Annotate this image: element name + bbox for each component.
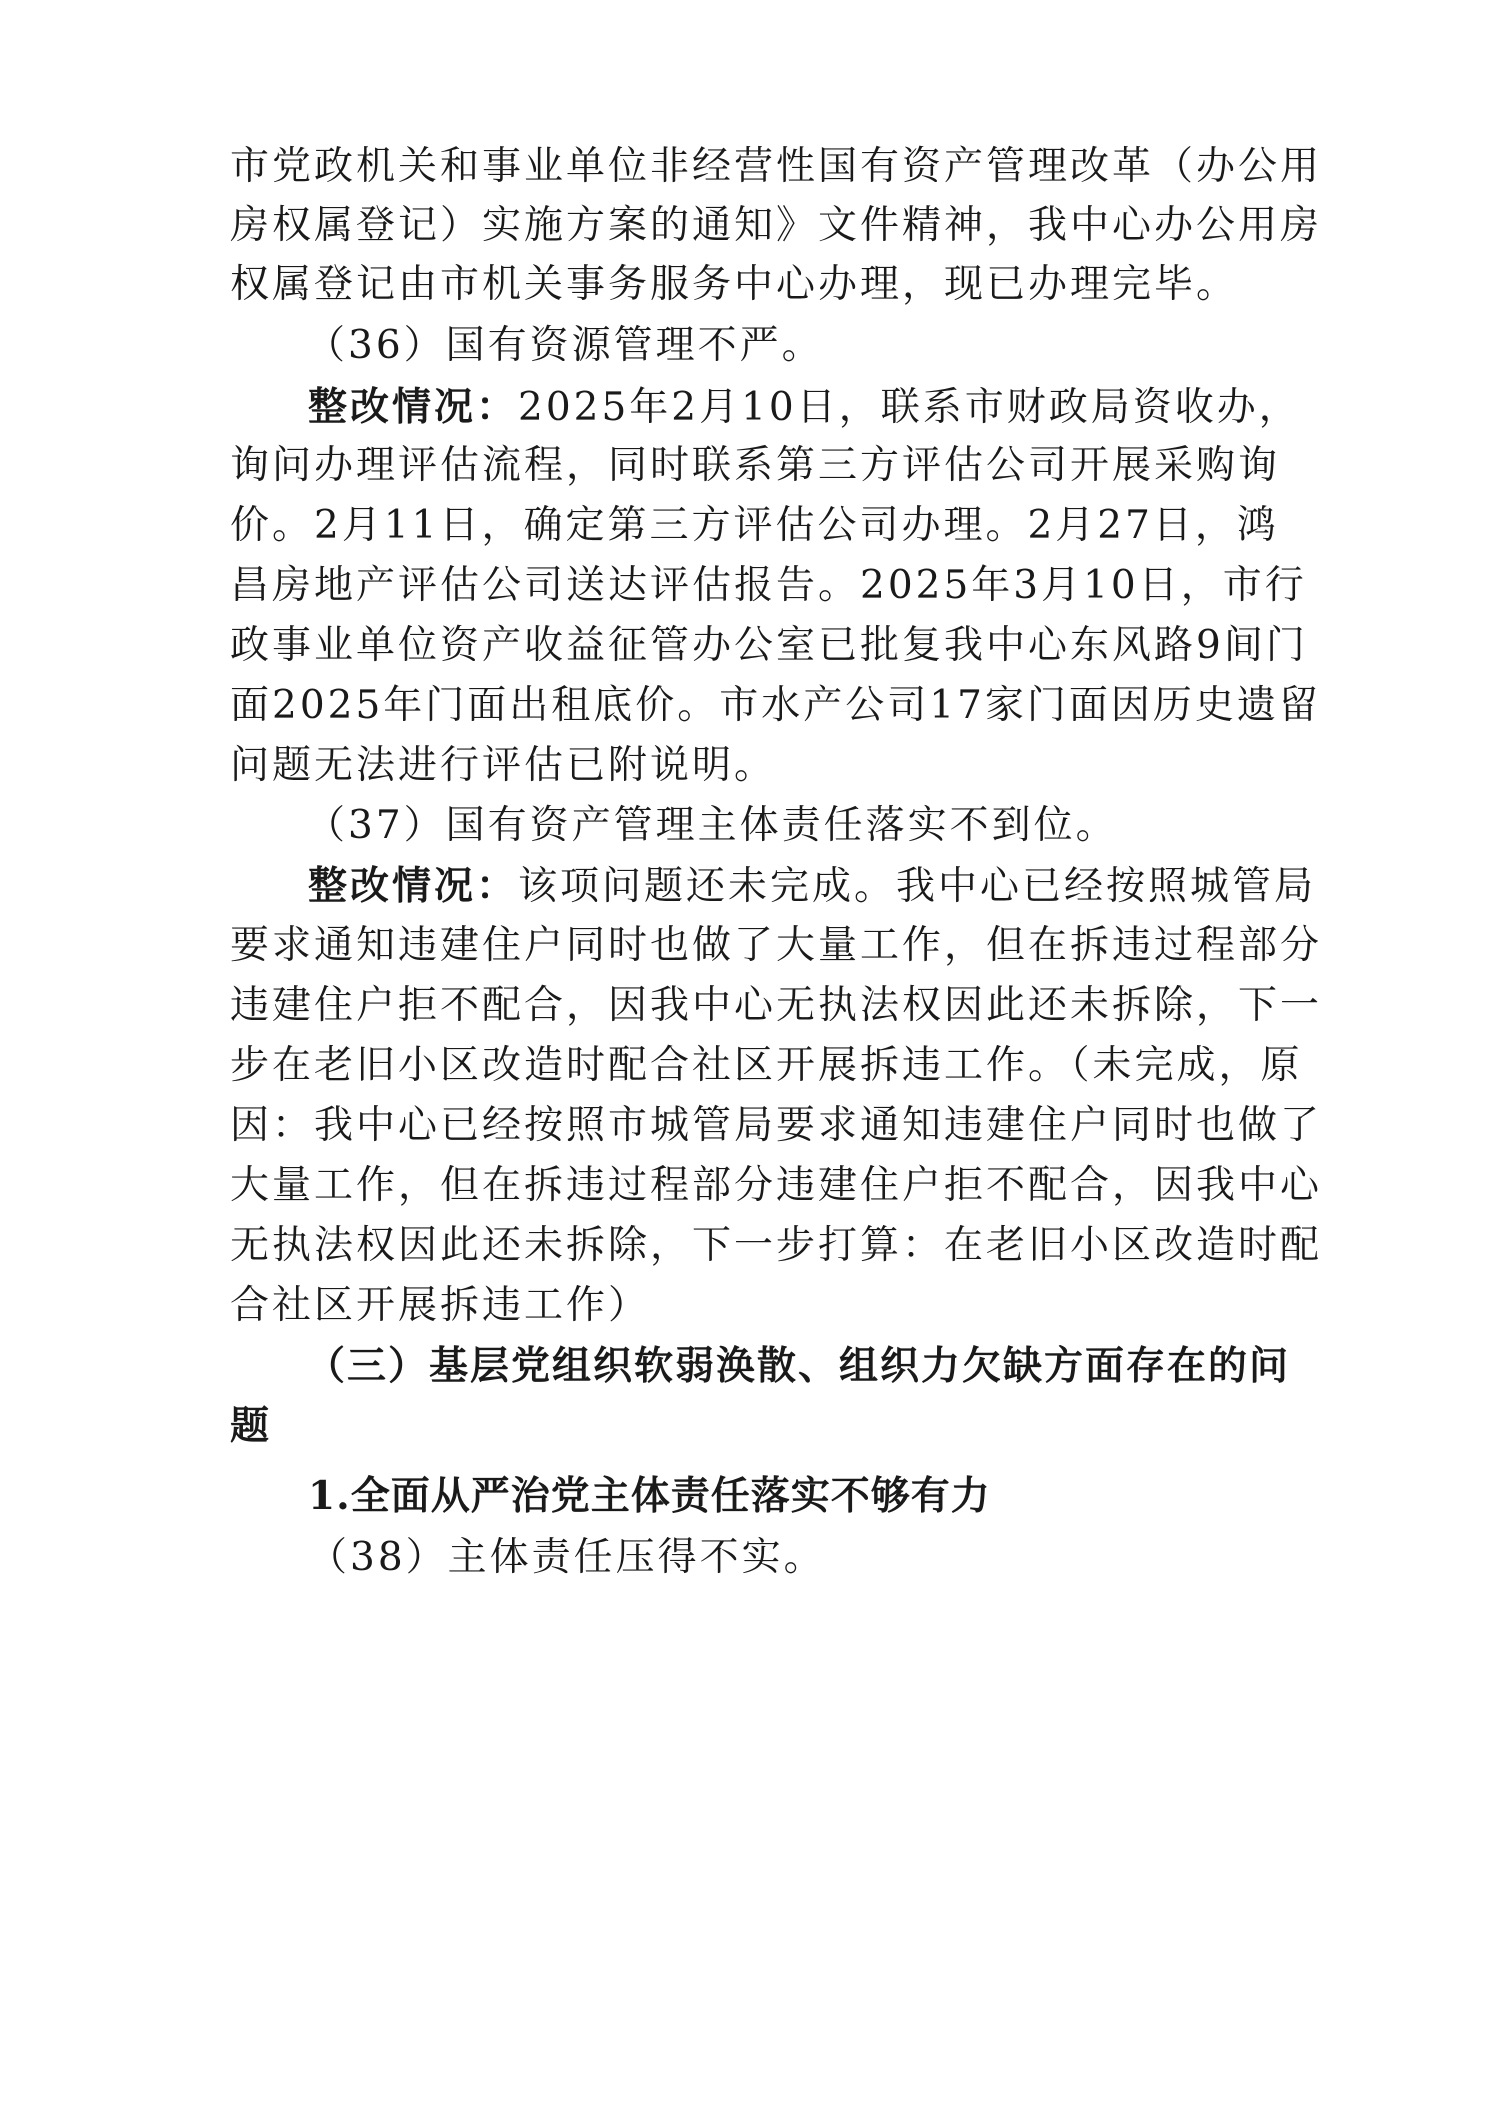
paragraph-line: 问题无法进行评估已附说明。	[230, 743, 777, 788]
paragraph-line: 要求通知违建住户同时也做了大量工作，但在拆违过程部分	[230, 923, 1323, 968]
rectify-37-text: 该项问题还未完成。我中心已经按照城管局	[518, 864, 1317, 909]
rectify-label-37: 整改情况：	[308, 863, 519, 909]
rectify-label-36: 整改情况：	[308, 384, 519, 430]
item-36-title: （36）国有资源管理不严。	[306, 323, 824, 368]
paragraph-line: 权属登记由市机关事务服务中心办理，现已办理完毕。	[230, 262, 1239, 307]
paragraph-line: 面2025年门面出租底价。市水产公司17家门面因历史遗留	[230, 683, 1321, 728]
paragraph-line: 步在老旧小区改造时配合社区开展拆违工作。（未完成，原	[230, 1043, 1303, 1088]
paragraph-line: 违建住户拒不配合，因我中心无执法权因此还未拆除，下一	[230, 983, 1323, 1028]
paragraph-line: 因：我中心已经按照市城管局要求通知违建住户同时也做了	[230, 1103, 1323, 1148]
paragraph-line: 无执法权因此还未拆除，下一步打算：在老旧小区改造时配	[230, 1223, 1323, 1268]
item-37-title: （37）国有资产管理主体责任落实不到位。	[306, 803, 1118, 848]
rectify-36-text: 2025年2月10日，联系市财政局资收办，	[518, 385, 1301, 430]
paragraph-line: 昌房地产评估公司送达评估报告。2025年3月10日，市行	[230, 563, 1307, 608]
paragraph-line: 市党政机关和事业单位非经营性国有资产管理改革（办公用	[230, 144, 1323, 189]
paragraph-line: 价。2月11日，确定第三方评估公司办理。2月27日，鸿	[230, 503, 1279, 548]
paragraph-line: 政事业单位资产收益征管办公室已批复我中心东风路9间门	[230, 623, 1308, 668]
paragraph-line: 询问办理评估流程，同时联系第三方评估公司开展采购询	[230, 443, 1281, 488]
subsection-heading-1: 1.全面从严治党主体责任落实不够有力	[308, 1473, 991, 1519]
paragraph-line: 房权属登记）实施方案的通知》文件精神，我中心办公用房	[230, 203, 1323, 248]
paragraph-line: 大量工作，但在拆违过程部分违建住户拒不配合，因我中心	[230, 1163, 1323, 1208]
paragraph-line: 合社区开展拆违工作）	[230, 1283, 651, 1328]
rectify-36-first-line	[308, 381, 1301, 434]
item-38-title: （38）主体责任压得不实。	[308, 1535, 826, 1580]
rectify-37-first-line	[308, 860, 1316, 913]
section-heading-3-cont: 题	[230, 1403, 272, 1449]
section-heading-3: （三）基层党组织软弱涣散、组织力欠缺方面存在的问	[306, 1343, 1291, 1389]
